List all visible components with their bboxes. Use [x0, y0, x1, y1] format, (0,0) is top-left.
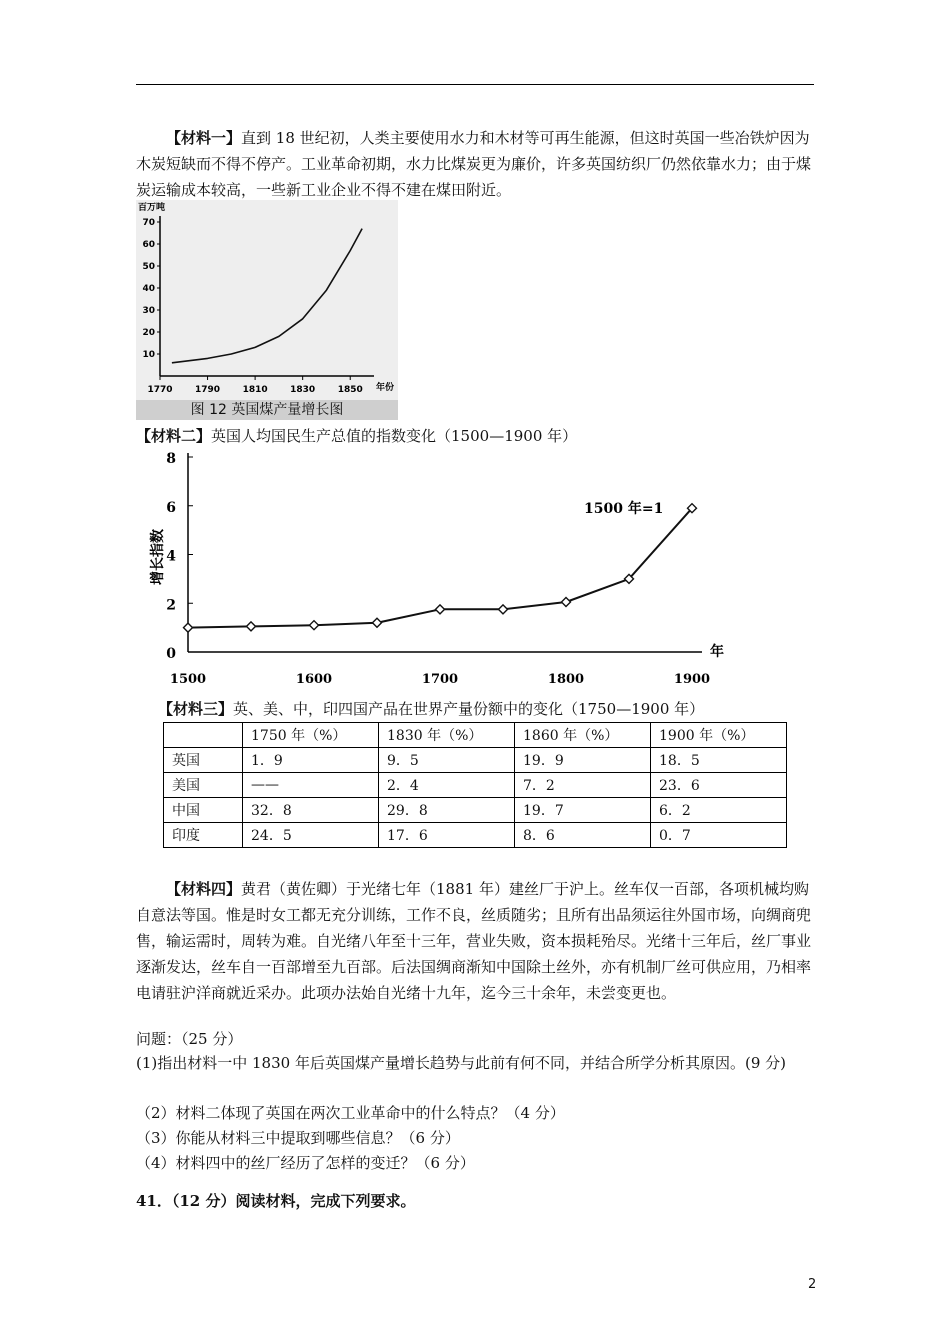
data-point-marker — [562, 598, 571, 607]
x-tick-label: 1900 — [673, 672, 711, 687]
table-cell: 印度 — [164, 823, 243, 848]
material3-heading — [158, 696, 798, 722]
question-4: （4）材料四中的丝厂经历了怎样的变迁？（6 分） — [136, 1154, 475, 1172]
table-cell: 英国 — [164, 748, 243, 773]
table-row — [164, 748, 787, 773]
data-point-marker — [373, 618, 382, 627]
x-axis-label: 年份 — [376, 383, 395, 393]
material3-label: 【材料三】 — [158, 700, 234, 718]
material4-label: 【材料四】 — [166, 880, 242, 898]
y-tick-label: 6 — [166, 499, 176, 516]
table-cell: 19．9 — [515, 748, 651, 773]
x-tick-label: 1830 — [290, 385, 316, 395]
y-tick-label: 2 — [166, 597, 176, 614]
y-axis-label: 百万吨 — [138, 203, 166, 213]
data-point-marker — [310, 621, 319, 630]
table-cell: 29．8 — [379, 798, 515, 823]
question-2: （2）材料二体现了英国在两次工业革命中的什么特点？（4 分） — [136, 1104, 565, 1122]
x-tick-label: 1810 — [242, 385, 268, 395]
table-cell: 24．5 — [243, 823, 379, 848]
data-point-marker — [499, 605, 508, 614]
x-tick-label: 1850 — [337, 385, 363, 395]
data-point-marker — [184, 623, 193, 632]
data-point-marker — [436, 605, 445, 614]
material1-label: 【材料一】 — [166, 129, 242, 147]
table-cell: 美国 — [164, 773, 243, 798]
table-cell: 7．2 — [515, 773, 651, 798]
material3-table — [163, 722, 787, 848]
question-3: （3）你能从材料三中提取到哪些信息？（6 分） — [136, 1129, 460, 1147]
material1-text: 直到 18 世纪初，人类主要使用水力和木材等可再生能源，但这时英国一些冶铁炉因为木炭短缺而不得不停产。工业革命初期，水力比煤炭更为廉价，许多英国纺织厂仍然依靠水力；由于煤炭运输成本较高，一些新工业企业不得不建在煤田附近。 — [136, 129, 812, 199]
x-tick-label: 1790 — [195, 385, 221, 395]
header-rule — [136, 84, 814, 85]
material2-label: 【材料二】 — [136, 427, 212, 445]
x-tick-label: 1770 — [147, 385, 173, 395]
table-header-cell: 1860 年（%） — [515, 723, 651, 748]
material1-paragraph — [136, 125, 816, 203]
table-header-row — [164, 723, 787, 748]
table-cell: 9．5 — [379, 748, 515, 773]
table-row — [164, 823, 787, 848]
y-axis-label: 增长指数 — [150, 529, 166, 585]
y-tick-label: 60 — [142, 240, 155, 250]
table-cell: 8．6 — [515, 823, 651, 848]
question-41-heading: 41．（12 分）阅读材料，完成下列要求。 — [136, 1192, 416, 1210]
y-tick-label: 0 — [166, 646, 176, 662]
table-cell: 2．4 — [379, 773, 515, 798]
material3-text: 英、美、中，印四国产品在世界产量份额中的变化（1750—1900 年） — [233, 700, 705, 718]
y-tick-label: 30 — [142, 306, 155, 316]
table-header-cell: 1830 年（%） — [379, 723, 515, 748]
table-row — [164, 798, 787, 823]
table-header-cell: 1750 年（%） — [243, 723, 379, 748]
question-1: (1)指出材料一中 1830 年后英国煤产量增长趋势与此前有何不同，并结合所学分析其原因。(9 分) — [136, 1054, 786, 1072]
y-tick-label: 8 — [166, 451, 176, 467]
y-tick-label: 10 — [142, 350, 155, 360]
table-cell: 32．8 — [243, 798, 379, 823]
material4-paragraph — [136, 876, 816, 1006]
y-tick-label: 70 — [142, 218, 155, 228]
y-tick-label: 20 — [142, 328, 155, 338]
material2-chart — [136, 445, 736, 693]
table-cell: 19．7 — [515, 798, 651, 823]
x-tick-label: 1500 — [169, 672, 207, 687]
x-tick-label: 1700 — [421, 672, 459, 687]
table-cell: 6．2 — [651, 798, 787, 823]
x-tick-label: 1800 — [547, 672, 585, 687]
data-point-marker — [247, 622, 256, 631]
table-cell: 23．6 — [651, 773, 787, 798]
table-header-cell — [164, 723, 243, 748]
figure12-chart — [136, 200, 398, 400]
x-axis-label: 年 — [710, 644, 724, 660]
figure12-caption: 图 12 英国煤产量增长图 — [136, 400, 398, 420]
chart-annotation: 1500 年=1 — [584, 501, 664, 517]
table-row — [164, 773, 787, 798]
table-cell: 中国 — [164, 798, 243, 823]
material4-text: 黄君（黄佐卿）于光绪七年（1881 年）建丝厂于沪上。丝车仅一百部，各项机械均购自意法等国。惟是时女工都无充分训练，工作不良，丝质随劣；且所有出品须运往外国市场，向绸商兜售，输运需时，周转为难。自光绪八年至十三年，营业失败，资本损耗殆尽。光绪十三年后，丝厂事业逐渐发达，丝车自一百部增至九百部。后法国绸商渐知中国除土丝外，亦有机制厂丝可供应用，乃相率电请驻沪洋商就近采办。此项办法始自光绪十九年，迄今三十余年，未尝变更也。 — [136, 880, 812, 1002]
table-cell: 17．6 — [379, 823, 515, 848]
page-number: 2 — [808, 1277, 817, 1292]
material2-text: 英国人均国民生产总值的指数变化（1500—1900 年） — [211, 427, 578, 445]
table-cell: 1．9 — [243, 748, 379, 773]
table-cell: —— — [243, 773, 379, 798]
y-tick-label: 50 — [142, 262, 155, 272]
table-header-cell: 1900 年（%） — [651, 723, 787, 748]
coal-output-line — [172, 229, 362, 363]
x-tick-label: 1600 — [295, 672, 333, 687]
table-cell: 0．7 — [651, 823, 787, 848]
figure12-coal-output — [136, 200, 398, 420]
y-tick-label: 40 — [142, 284, 155, 294]
y-tick-label: 4 — [166, 548, 176, 565]
questions-intro: 问题：（25 分） — [136, 1030, 243, 1048]
table-cell: 18．5 — [651, 748, 787, 773]
